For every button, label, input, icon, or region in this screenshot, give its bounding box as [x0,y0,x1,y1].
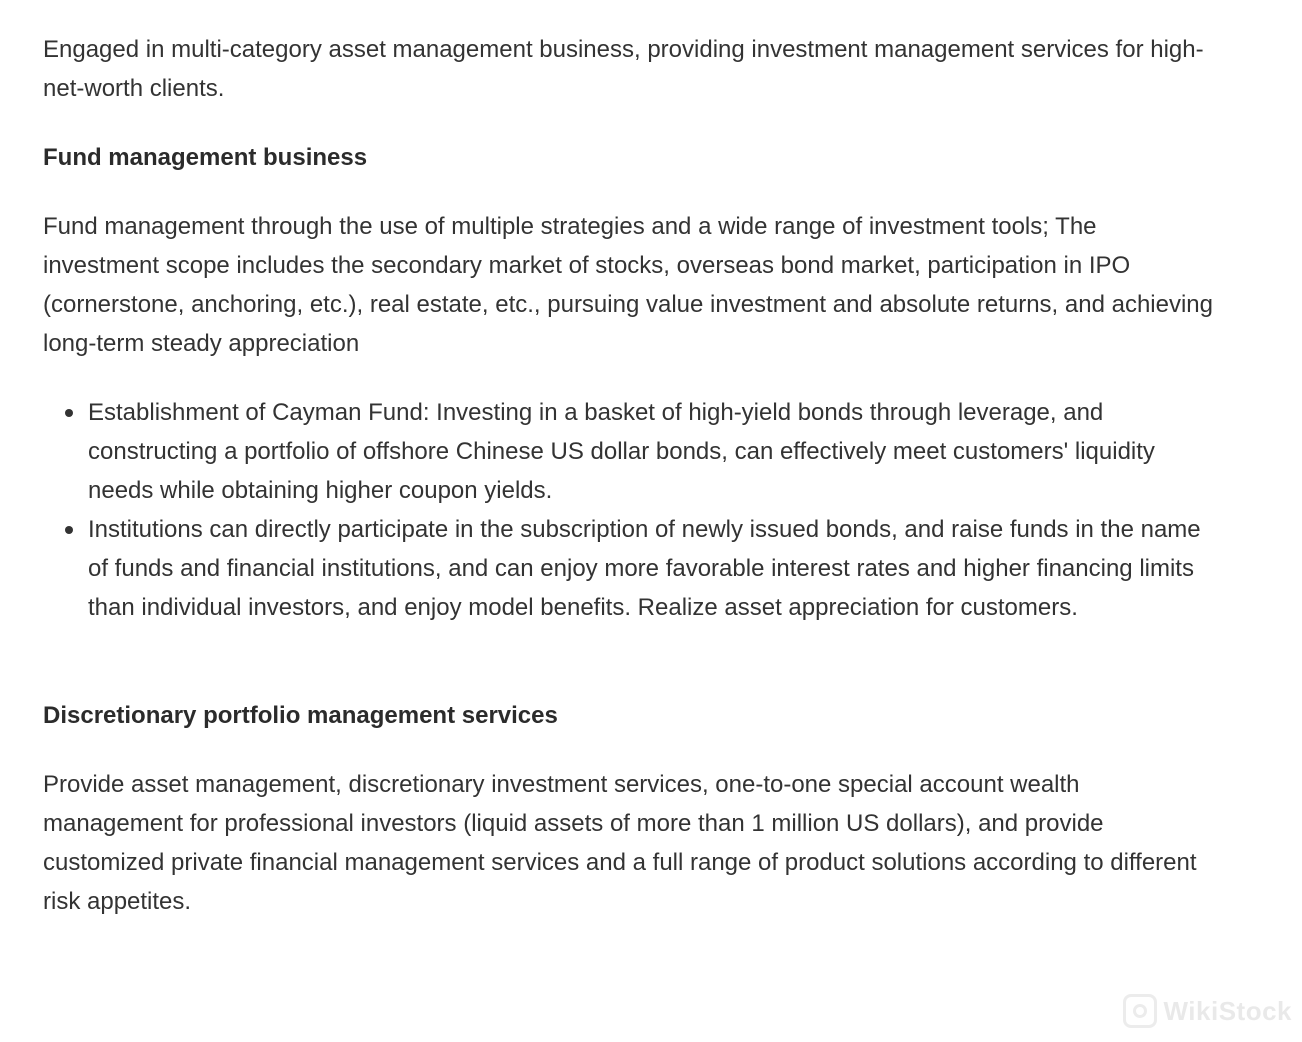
list-item [88,393,1213,510]
bullet-icon [65,526,73,534]
list-item-text: Institutions can directly participate in the subscription of newly issued bonds, and raise funds in the name of funds and financial institutions, and can enjoy more favorable interest rates and higher financing limits than individual investors, and enjoy model benefits. Realize asset appreciation for customers. [88,516,1201,621]
intro-paragraph: Engaged in multi-category asset management business, providing investment management services for high-net-worth clients. [43,36,1204,102]
bullet-icon [65,409,73,417]
wikistock-logo-icon [1123,994,1157,1028]
watermark-text: WikiStock [1163,995,1292,1026]
watermark [1123,994,1292,1028]
fund-bullet-list [43,393,1213,627]
discretionary-heading: Discretionary portfolio management services [43,702,558,729]
article-content [43,30,1213,921]
list-item-text: Establishment of Cayman Fund: Investing in a basket of high-yield bonds through leverage, and constructing a portfolio of offshore Chinese US dollar bonds, can effectively meet customers' liquidity needs while obtaining higher coupon yields. [88,399,1155,504]
fund-management-paragraph: Fund management through the use of multiple strategies and a wide range of investment tools; The investment scope includes the secondary market of stocks, overseas bond market, participation in IPO (cornerstone, anchoring, etc.), real estate, etc., pursuing value investment and absolute returns, and achieving long-term steady appreciation [43,213,1213,357]
fund-management-heading: Fund management business [43,144,368,171]
discretionary-paragraph: Provide asset management, discretionary investment services, one-to-one special account wealth management for professional investors (liquid assets of more than 1 million US dollars), and provide customized private financial management services and a full range of product solutions according to different risk appetites. [43,771,1197,915]
list-item [88,510,1213,627]
